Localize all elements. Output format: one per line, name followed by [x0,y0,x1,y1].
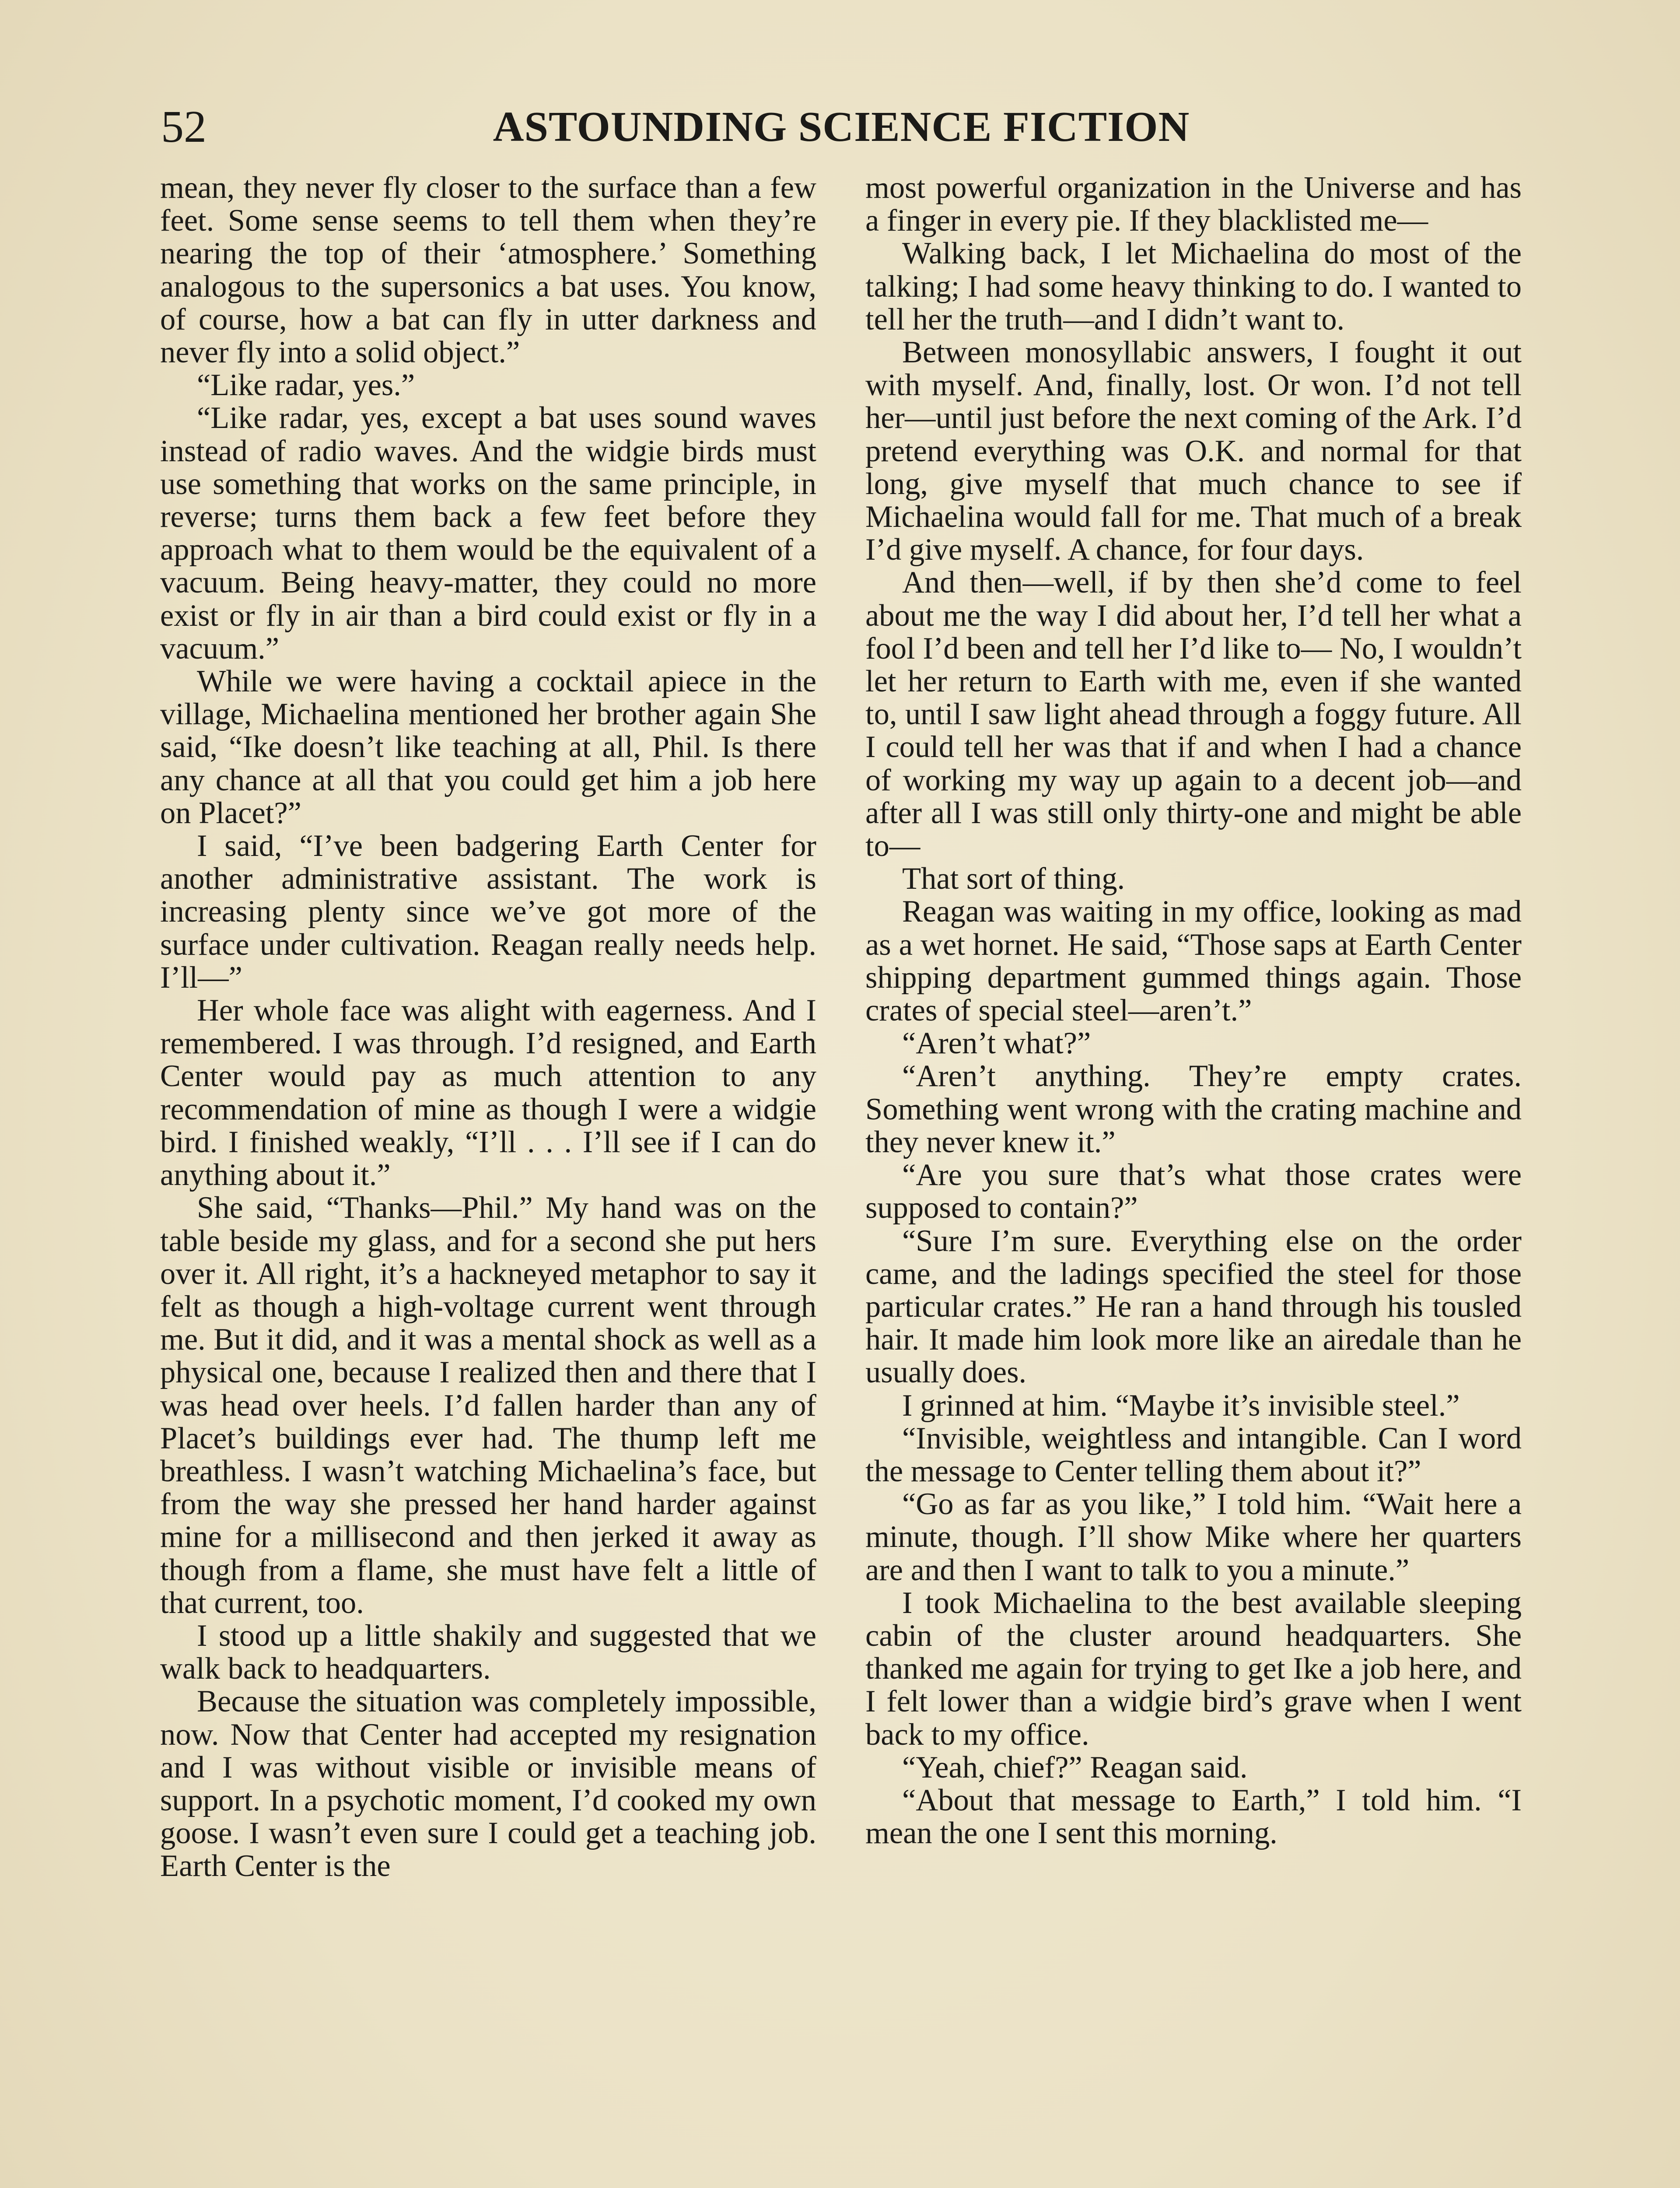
page-header [161,101,1522,162]
paragraph: Between monosyllabic answers, I fought it out with myself. And, finally, lost. Or won. I’d not tell her—until just before the next coming of the Ark. I’d pretend everything was O.K. and normal for that long, give myself that much chance to see if Michaelina would fall for me. That much of a break I’d give myself. A chance, for four days. [865,335,1522,567]
running-title: ASTOUNDING SCIENCE FICTION [493,103,1190,151]
paragraph: I took Michaelina to the best available sleeping cabin of the cluster around headquarters. She thanked me again for trying to get Ike a job here, and I felt lower than a widgie bird’s grave when I went back to my office. [865,1585,1522,1752]
paragraph: Walking back, I let Michaelina do most of the talking; I had some heavy thinking to do. I wanted to tell her the truth—and I didn’t want to. [865,236,1522,337]
paragraph: I said, “I’ve been badgering Earth Center for another administrative assistant. The work is increasing plenty since we’ve got more of the surface under cultivation. Reagan really needs help. I’ll—” [160,829,816,995]
paragraph: Her whole face was alight with eagerness. And I remembered. I was through. I’d resigned, and Earth Center would pay as much attention to any recommendation of mine as though I were a widgie bird. I finished weakly, “I’ll . . . I’ll see if I can do anything about it.” [160,993,816,1192]
paragraph: And then—well, if by then she’d come to feel about me the way I did about her, I’d tell her what a fool I’d been and tell her I’d like to— No, I wouldn’t let her return to Earth with me, even if she wanted to, until I saw light ahead through a foggy future. All I could tell her was that if and when I had a chance of working my way up again to a decent job—and after all I was still only thirty-one and might be able to— [865,565,1522,863]
paragraph: “Yeah, chief?” Reagan said. [902,1750,1248,1785]
right-column [865,172,1522,1850]
paragraph: most powerful organization in the Universe and has a finger in every pie. If they blacklisted me— [865,171,1522,238]
paragraph: I grinned at him. “Maybe it’s invisible steel.” [902,1388,1460,1423]
paragraph: I stood up a little shakily and suggested that we walk back to headquarters. [160,1618,816,1686]
paragraph: mean, they never fly closer to the surface than a few feet. Some sense seems to tell them when they’re nearing the top of their ‘atmosphere.’ Something analogous to the supersonics a bat uses. You know, of course, how a bat can fly in utter darkness and never fly into a solid object.” [160,171,816,370]
paragraph: “About that message to Earth,” I told him. “I mean the one I sent this morning. [865,1783,1522,1851]
paragraph: “Are you sure that’s what those crates were supposed to contain?” [865,1158,1522,1225]
paragraph: “Invisible, weightless and intangible. Can I word the message to Center telling them about it?” [865,1421,1522,1488]
page-number: 52 [161,102,206,152]
paragraph: “Sure I’m sure. Everything else on the order came, and the ladings specified the steel for those particular crates.” He ran a hand through his tousled hair. It made him look more like an airedale than he usually does. [865,1224,1522,1390]
paragraph: Because the situation was completely impossible, now. Now that Center had accepted my resignation and I was without visible or invisible means of support. In a psychotic moment, I’d cooked my own goose. I wasn’t even sure I could get a teaching job. Earth Center is the [160,1684,816,1883]
paragraph: “Go as far as you like,” I told him. “Wait here a minute, though. I’ll show Mike where her quarters are and then I want to talk to you a minute.” [865,1487,1522,1587]
paragraph: She said, “Thanks—Phil.” My hand was on the table beside my glass, and for a second she put hers over it. All right, it’s a hackneyed metaphor to say it felt as though a high-voltage current went through me. But it did, and it was a mental shock as well as a physical one, because I realized then and there that I was head over heels. I’d fallen harder than any of Placet’s buildings ever had. The thump left me breathless. I wasn’t watching Michaelina’s face, but from the way she pressed her hand harder against mine for a millisecond and then jerked it away as though from a flame, she must have felt a little of that current, too. [160,1191,816,1620]
left-column [160,172,816,1883]
paragraph: “Like radar, yes.” [197,368,415,403]
paragraph: “Like radar, yes, except a bat uses sound waves instead of radio waves. And the widgie birds must use something that works on the same principle, in reverse; turns them back a few feet before they approach what to them would be the equivalent of a vacuum. Being heavy-matter, they could no more exist or fly in air than a bird could exist or fly in a vacuum.” [160,401,816,666]
paragraph: Reagan was waiting in my office, looking as mad as a wet hornet. He said, “Those saps at Earth Center shipping department gummed things again. Those crates of special steel—aren’t.” [865,894,1522,1028]
paragraph: “Aren’t what?” [902,1026,1091,1061]
paragraph: That sort of thing. [902,862,1125,896]
paragraph: “Aren’t anything. They’re empty crates. Something went wrong with the crating machine and they never knew it.” [865,1059,1522,1159]
paragraph: While we were having a cocktail apiece in the village, Michaelina mentioned her brother again She said, “Ike doesn’t like teaching at all, Phil. Is there any chance at all that you could get him a job here on Placet?” [160,664,816,830]
